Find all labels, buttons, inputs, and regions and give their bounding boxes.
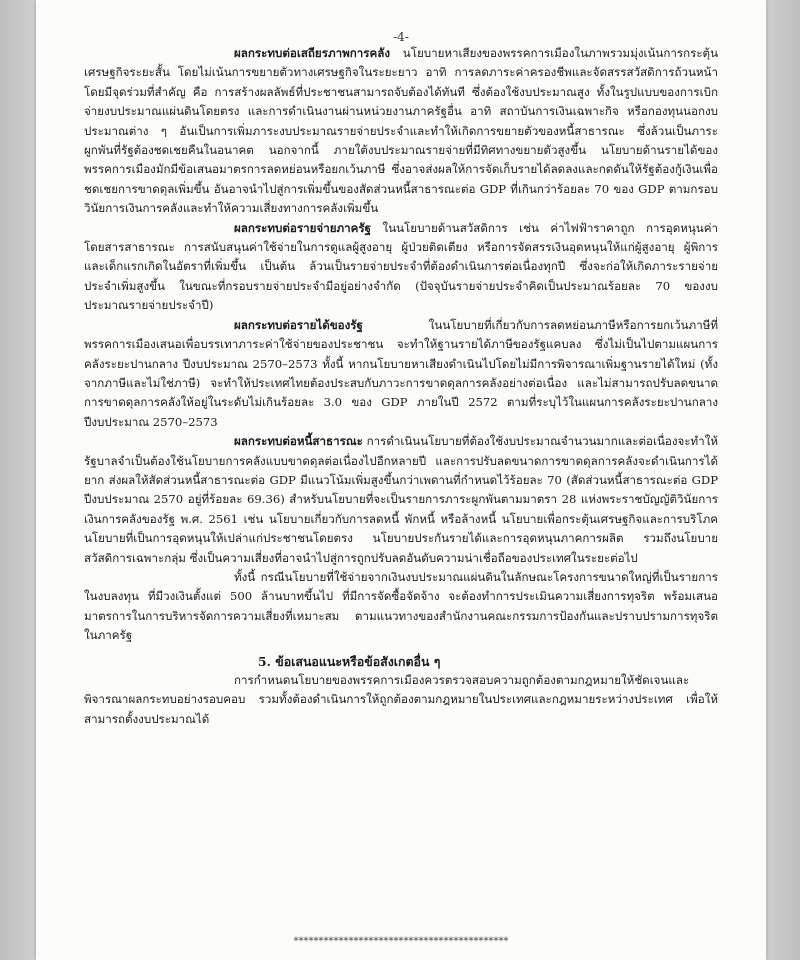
paragraph-body: ทั้งนี้ กรณีนโยบายที่ใช้จ่ายจากเงินงบประมาณแผ่นดินในลักษณะโครงการขนาดใหญ่ที่เป็นรายการในงบลงทุน ที่มีวงเงินตั้งแต่ 500 ล้านบาทขึ้นไป ที่มีการจัดซื้อจัดจ้าง จะต้องทำการประเมินความเสี่ยงการทุจริต พร้อมเสนอมาตรการในการบริหารจัดการความเสี่ยงที่เหมาะสม ตามแนวทางของสำนักงานคณะกรรมการป้องกันและปราบปรามการทุจริตในภาครัฐ <box>84 569 718 643</box>
paragraph-heading: ผลกระทบต่อเสถียรภาพการคลัง <box>234 46 391 60</box>
paragraph-government-expenditure <box>84 219 718 316</box>
section-heading: 5. ข้อเสนอแนะหรือข้อสังเกตอื่น ๆ <box>258 653 441 669</box>
page-content <box>84 44 718 729</box>
paragraph-public-debt <box>84 432 718 568</box>
paragraph-body: ในนโยบายที่เกี่ยวกับการลดหย่อนภาษีหรือการยกเว้นภาษีที่พรรคการเมืองเสนอเพื่อบรรเทาภาระค่าใช้จ่ายของประชาชน จะทำให้ฐานรายได้ภาษีของรัฐแคบลง ซึ่งไม่เป็นไปตามแผนการคลังระยะปานกลาง ปีงบประมาณ 2570–2573 ทั้งนี้ หากนโยบายหาเสียงดำเนินไปโดยไม่มีการพิจารณาเพิ่มฐานรายได้ใหม่ (ทั้งจากภาษีและไม่ใช่ภาษี) จะทำให้ประเทศไทยต้องประสบกับภาวะการขาดดุลการคลังอย่างต่อเนื่อง และไม่สามารถปรับลดขนาดการขาดดุลการคลังให้อยู่ในระดับไม่เกินร้อยละ 3.0 ของ GDP ภายในปี 2572 ตามที่ระบุไว้ในแผนการคลังระยะปานกลาง ปีงบประมาณ 2570–2573 <box>84 317 718 429</box>
page-number: -4- <box>393 30 409 44</box>
document-page <box>36 0 766 960</box>
paragraph-body: ในนโยบายด้านสวัสดิการ เช่น ค่าไฟฟ้าราคาถูก การอุดหนุนค่าโดยสารสาธารณะ การสนับสนุนค่าใช้จ่ายในการดูแลผู้สูงอายุ ผู้ป่วยติดเตียง หรือการจัดสรรเงินอุดหนุนให้แก่ผู้สูงอายุ ผู้พิการ และเด็กแรกเกิดในอัตราที่เพิ่มขึ้น เป็นต้น ล้วนเป็นรายจ่ายประจำที่ต้องดำเนินการต่อเนื่องทุกปี ซึ่งจะก่อให้เกิดภาระรายจ่ายประจำเพิ่มสูงขึ้น ในขณะที่กรอบรายจ่ายประจำมีอยู่อย่างจำกัด (ปัจจุบันรายจ่ายประจำคิดเป็นประมาณร้อยละ 70 ของงบประมาณรายจ่ายประจำปี) <box>84 220 718 313</box>
paragraph-recommendation: การกำหนดนโยบายของพรรคการเมืองควรตรวจสอบความถูกต้องตามกฎหมายให้ชัดเจนและพิจารณาผลกระทบอย่างรอบคอบ รวมทั้งต้องดำเนินการให้ถูกต้องตามกฎหมายในประเทศและกฎหมายระหว่างประเทศ เพื่อให้สามารถตั้งงบประมาณได้ <box>84 673 718 726</box>
paragraph-government-revenue <box>84 316 718 432</box>
paragraph-body: นโยบายหาเสียงของพรรคการเมืองในภาพรวมมุ่งเน้นการกระตุ้นเศรษฐกิจระยะสั้น โดยไม่เน้นการขยายตัวทางเศรษฐกิจในระยะยาว อาทิ การลดภาระค่าครองชีพและจัดสรรสวัสดิการถ้วนหน้า โดยมีจุดร่วมที่สำคัญ คือ การสร้างผลลัพธ์ที่ประชาชนสามารถจับต้องได้ทันที ซึ่งต้องใช้งบประมาณสูง ทั้งในรูปแบบของการเบิกจ่ายงบประมาณแผ่นดินโดยตรง และการดำเนินงานผ่านหน่วยงานภาครัฐอื่น อาทิ สถาบันการเงินเฉพาะกิจ หรือกองทุนนอกงบประมาณต่าง ๆ อันเป็นการเพิ่มภาระงบประมาณรายจ่ายประจำและทำให้เกิดการขยายตัวของหนี้สาธารณะ ซึ่งล้วนเป็นภาระผูกพันที่รัฐต้องชดเชยคืนในอนาคต นอกจากนี้ ภายใต้งบประมาณรายจ่ายที่มีทิศทางขยายตัวสูงขึ้น นโยบายด้านรายได้ของพรรคการเมืองมักมีข้อเสนอมาตรการลดหย่อนหรือยกเว้นภาษี ซึ่งอาจส่งผลให้การจัดเก็บรายได้ลดลงและกดดันให้รัฐต้องกู้เงินเพื่อชดเชยการขาดดุลเพิ่มขึ้น อันอาจนำไปสู่การเพิ่มขึ้นของสัดส่วนหนี้สาธารณะต่อ GDP ที่เกินกว่าร้อยละ 70 ของ GDP ตามกรอบวินัยการเงินการคลังและทำให้ความเสี่ยงทางการคลังเพิ่มขึ้น <box>84 46 718 216</box>
paragraph-corruption-risk <box>84 568 718 646</box>
paragraph-heading: ผลกระทบต่อหนี้สาธารณะ <box>234 434 363 449</box>
paragraph-fiscal-stability <box>84 44 718 219</box>
paragraph-heading: ผลกระทบต่อรายได้ของรัฐ <box>234 317 363 332</box>
paragraph-heading: ผลกระทบต่อรายจ่ายภาครัฐ <box>234 220 372 235</box>
end-of-document-marker: ******************************************* <box>293 936 509 947</box>
paragraph-body: การดำเนินนโยบายที่ต้องใช้งบประมาณจำนวนมากและต่อเนื่องจะทำให้รัฐบาลจำเป็นต้องใช้นโยบายการคลังแบบขาดดุลต่อเนื่องไปอีกหลายปี และการปรับลดขนาดการขาดดุลการคลังจะดำเนินการได้ยาก ส่งผลให้สัดส่วนหนี้สาธารณะต่อ GDP มีแนวโน้มเพิ่มสูงขึ้นกว่าเพดานที่กำหนดไว้ร้อยละ 70 (สัดส่วนหนี้สาธารณะต่อ GDP ปีงบประมาณ 2570 อยู่ที่ร้อยละ 69.36) สำหรับนโยบายที่จะเป็นรายการภาระผูกพันตามมาตรา 28 แห่งพระราชบัญญัติวินัยการเงินการคลังของรัฐ พ.ศ. 2561 เช่น นโยบายเกี่ยวกับการลดหนี้ พักหนี้ หรือล้างหนี้ นโยบายเพื่อกระตุ้นเศรษฐกิจและการบริโภค นโยบายที่เป็นการอุดหนุนให้เปล่าแก่ประชาชนโดยตรง นโยบายประกันรายได้และการอุดหนุนภาคการผลิต รวมถึงนโยบายสวัสดิการเฉพาะกลุ่ม ซึ่งเป็นความเสี่ยงที่อาจนำไปสู่การถูกปรับลดอันดับความน่าเชื่อถือของประเทศในระยะต่อไป <box>84 434 718 565</box>
